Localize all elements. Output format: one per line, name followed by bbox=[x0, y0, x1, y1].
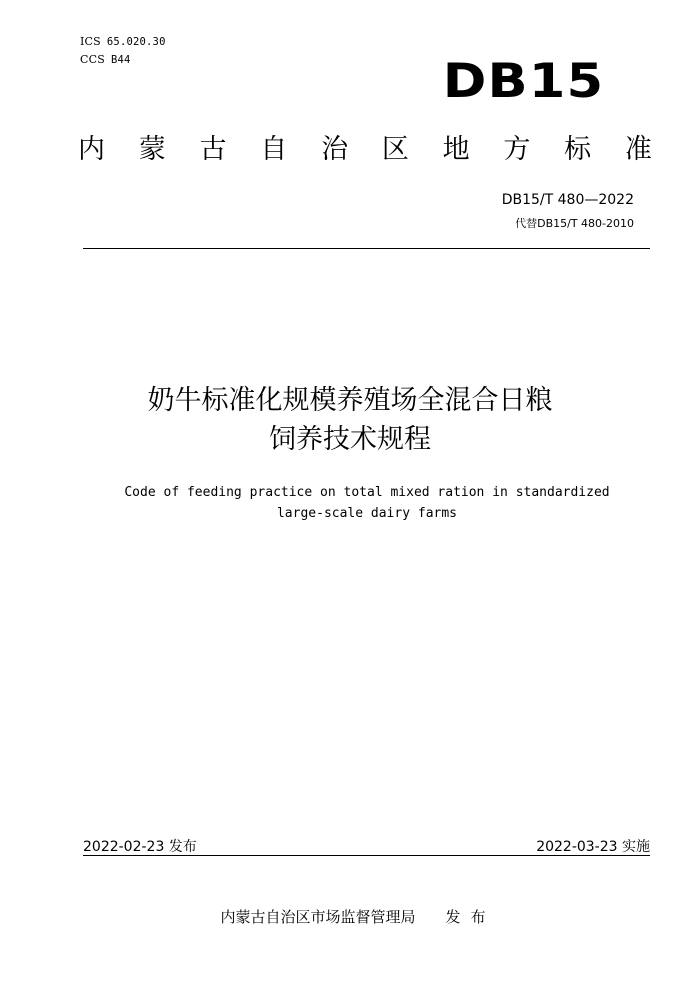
english-title-line-1: Code of feeding practice on total mixed ration in standardized bbox=[124, 485, 610, 500]
ccs-label: CCS bbox=[80, 53, 105, 66]
category-char: 准 bbox=[624, 134, 652, 165]
ccs-code: B44 bbox=[110, 54, 131, 66]
ccs-classification bbox=[80, 53, 131, 66]
ics-code: 65.020.30 bbox=[106, 36, 166, 48]
footer-divider bbox=[83, 855, 650, 856]
issuer-action: 发布 bbox=[445, 908, 496, 926]
category-char: 蒙 bbox=[138, 134, 166, 165]
issuer-name: 内蒙古自治区市场监督管理局 bbox=[220, 908, 416, 926]
category-char: 内 bbox=[78, 134, 105, 165]
ics-label: ICS bbox=[80, 35, 101, 48]
category-char: 地 bbox=[442, 134, 470, 165]
standard-number: DB15/T 480—2022 bbox=[501, 192, 634, 208]
category-char: 治 bbox=[321, 134, 349, 165]
db15-logo: DB15 bbox=[442, 54, 604, 109]
category-char: 区 bbox=[381, 134, 409, 165]
document-title-line-2: 饲养技术规程 bbox=[269, 424, 431, 455]
english-title-line-2: large-scale dairy farms bbox=[276, 506, 457, 521]
header-divider bbox=[83, 248, 650, 249]
standard-category-heading bbox=[78, 136, 652, 163]
category-char: 方 bbox=[503, 134, 531, 165]
category-char: 标 bbox=[564, 134, 592, 165]
document-title-line-1: 奶牛标准化规模养殖场全混合日粮 bbox=[147, 385, 553, 416]
ics-classification bbox=[80, 35, 166, 48]
replaces-standard: 代替DB15/T 480-2010 bbox=[515, 217, 634, 230]
category-char: 古 bbox=[199, 134, 227, 165]
issuing-authority bbox=[0, 906, 700, 927]
category-char: 自 bbox=[260, 134, 288, 165]
issue-date: 2022-02-23 发布 bbox=[83, 839, 197, 855]
implementation-date: 2022-03-23 实施 bbox=[536, 839, 650, 855]
